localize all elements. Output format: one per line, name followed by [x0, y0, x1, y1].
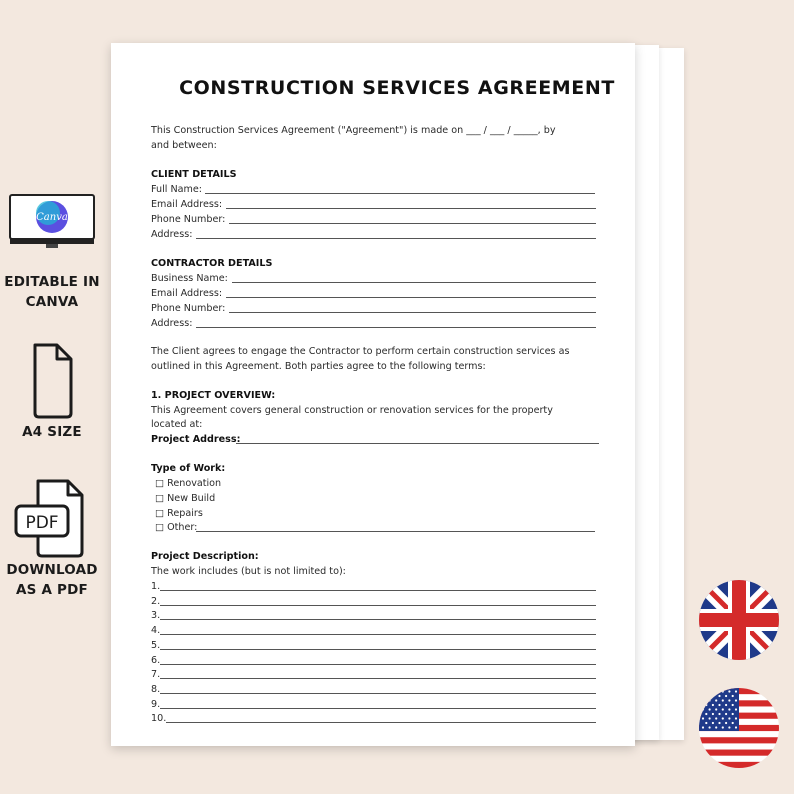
client-full-name-line[interactable]	[205, 193, 595, 194]
description-item-number: 10.	[151, 713, 167, 725]
client-field-label: Phone Number:	[151, 214, 226, 225]
contractor-field-label: Phone Number:	[151, 303, 226, 314]
description-item-line[interactable]	[160, 590, 596, 591]
description-item-line[interactable]	[160, 605, 596, 606]
feature-download-pdf	[0, 478, 104, 600]
description-item-line[interactable]	[160, 693, 596, 694]
engage-text-line1: The Client agrees to engage the Contractor to perform certain construction services as	[151, 346, 570, 357]
us-flag-icon	[699, 688, 779, 768]
feature-label-pdf: DOWNLOAD AS A PDF	[6, 562, 98, 598]
canva-monitor-icon	[8, 193, 96, 251]
client-field-label: Address:	[151, 229, 193, 240]
type-of-work-option[interactable]: □ Renovation	[155, 478, 222, 489]
canva-logo-text: Canva	[36, 212, 68, 223]
type-of-work-heading: Type of Work:	[151, 463, 226, 474]
client-address-line[interactable]	[196, 238, 596, 239]
description-item-number: 3.	[151, 610, 161, 622]
project-overview-line1: This Agreement covers general construction or renovation services for the property	[151, 405, 553, 416]
pdf-badge-text: PDF	[25, 513, 59, 533]
description-item-number: 5.	[151, 639, 161, 651]
description-item-line[interactable]	[160, 634, 596, 635]
description-item-number: 1.	[151, 581, 161, 592]
other-work-line[interactable]	[196, 531, 595, 532]
project-description-heading: Project Description:	[151, 551, 259, 562]
contractor-field-label: Address:	[151, 318, 193, 329]
description-item-number: 9.	[151, 698, 161, 710]
description-item-line[interactable]	[160, 678, 596, 679]
intro-text-line1: This Construction Services Agreement ("Agreement") is made on ___ / ___ / _____, by	[151, 125, 556, 136]
engage-text-line2: outlined in this Agreement. Both parties agree to the following terms:	[151, 361, 486, 372]
contractor-phone-line[interactable]	[229, 312, 596, 313]
project-address-line[interactable]	[236, 443, 599, 444]
description-item-line[interactable]	[166, 722, 596, 723]
pdf-file-icon	[10, 478, 94, 558]
client-email-line[interactable]	[226, 208, 596, 209]
document-icon	[30, 340, 74, 420]
feature-label-canva: EDITABLE IN CANVA	[4, 274, 100, 310]
description-item-line[interactable]	[160, 619, 596, 620]
description-item-number: 4.	[151, 625, 161, 637]
client-phone-line[interactable]	[229, 223, 596, 224]
contractor-address-line[interactable]	[196, 327, 596, 328]
client-details-heading: CLIENT DETAILS	[151, 169, 237, 180]
type-of-work-option[interactable]: □ Other:	[155, 522, 198, 533]
document-title: CONSTRUCTION SERVICES AGREEMENT	[179, 77, 615, 99]
description-item-line[interactable]	[160, 664, 596, 665]
description-item-number: 7.	[151, 669, 161, 681]
description-item-line[interactable]	[160, 708, 596, 709]
contractor-details-heading: CONTRACTOR DETAILS	[151, 258, 273, 269]
client-field-label: Email Address:	[151, 199, 223, 210]
client-field-label: Full Name:	[151, 184, 202, 195]
description-item-number: 2.	[151, 595, 161, 607]
intro-text-line2: and between:	[151, 140, 217, 151]
project-address-label: Project Address:	[151, 434, 241, 445]
feature-label-a4: A4 SIZE	[22, 424, 82, 440]
feature-a4-size	[0, 340, 104, 442]
description-item-number: 8.	[151, 683, 161, 695]
project-overview-line2: located at:	[151, 419, 203, 430]
type-of-work-option[interactable]: □ New Build	[155, 493, 216, 504]
project-overview-heading: 1. PROJECT OVERVIEW:	[151, 390, 276, 401]
contractor-email-line[interactable]	[226, 297, 596, 298]
contractor-field-label: Business Name:	[151, 273, 228, 284]
contractor-business-name-line[interactable]	[232, 282, 596, 283]
feature-editable-in-canva	[0, 193, 104, 312]
uk-flag-icon	[699, 580, 779, 660]
description-item-number: 6.	[151, 654, 161, 666]
contractor-field-label: Email Address:	[151, 288, 223, 299]
type-of-work-option[interactable]: □ Repairs	[155, 508, 203, 519]
project-description-intro: The work includes (but is not limited to):	[151, 566, 346, 577]
description-item-line[interactable]	[160, 649, 596, 650]
